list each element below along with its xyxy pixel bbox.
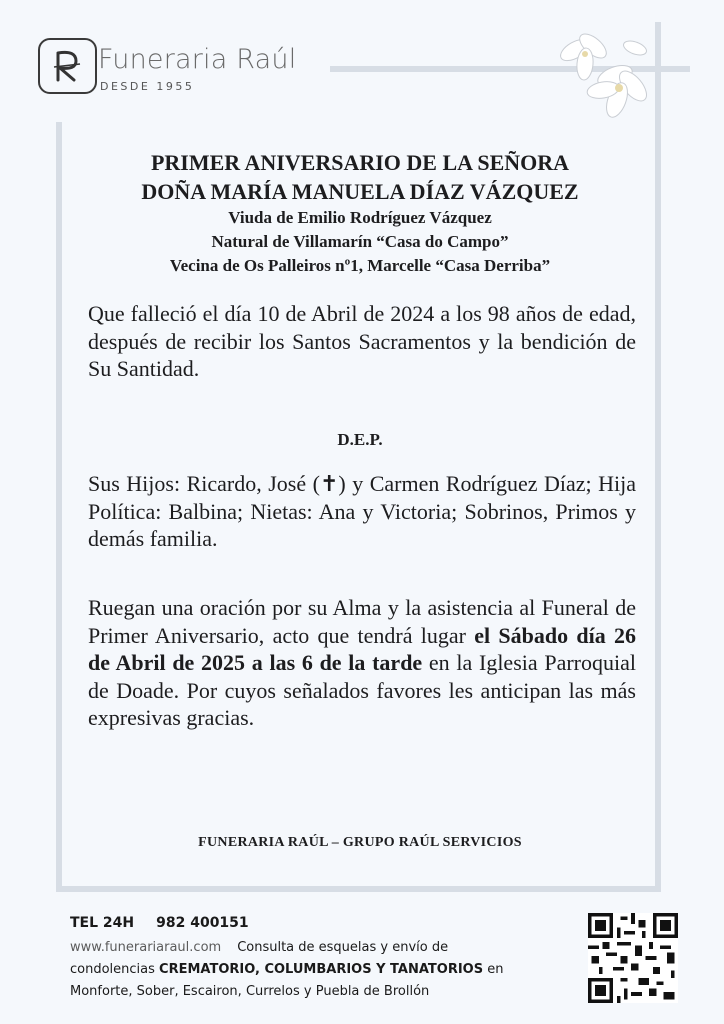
flower-decoration-icon xyxy=(545,28,655,128)
paragraph-ceremony xyxy=(88,594,636,732)
brand-name: Funeraria Raúl xyxy=(98,44,297,75)
paragraph-death: Que falleció el día 10 de Abril de 2024 a los 98 años de edad, después de recibir los Santos Sacramentos y la bendición de Su Santidad. xyxy=(88,301,636,381)
logo-r-icon xyxy=(38,38,97,94)
signature: FUNERARIA RAÚL – GRUPO RAÚL SERVICIOS xyxy=(198,835,522,850)
ceremony-text-a: Ruegan una oración por su Alma y la asistencia al Funeral de Primer Aniversario, acto que tendrá lugar xyxy=(88,595,636,648)
footer-text-1: Consulta de esquelas y envío de xyxy=(237,940,449,955)
subtitle-line-3: Vecina de Os Palleiros nº1, Marcelle “Casa Derriba” xyxy=(169,256,551,275)
footer-line-1 xyxy=(70,940,448,955)
footer-services: CREMATORIO, COLUMBARIOS Y TANATORIOS xyxy=(159,962,484,977)
ceremony-text-b: en la Iglesia Parroquial de Doade. Por cuyos señalados favores les anticipan las más expresivas gracias. xyxy=(88,650,636,730)
title xyxy=(60,148,660,206)
brand-since: DESDE 1955 xyxy=(100,80,195,93)
qr-code-icon[interactable] xyxy=(588,913,678,1003)
title-line-2: DOÑA MARÍA MANUELA DÍAZ VÁZQUEZ xyxy=(141,179,579,204)
phone-number: 982 400151 xyxy=(156,915,249,931)
phone-label: TEL 24H xyxy=(70,915,135,931)
footer-text-2b: en xyxy=(483,962,504,977)
subtitle xyxy=(60,206,660,278)
subtitle-line-2: Natural de Villamarín “Casa do Campo” xyxy=(211,232,509,251)
footer-text-2a: condolencias xyxy=(70,962,160,977)
paragraph-family: Sus Hijos: Ricardo, José (✝) y Carmen Rodríguez Díaz; Hija Política: Balbina; Nietas: Ana y Victoria; Sobrinos, Primos y demás familia. xyxy=(88,471,636,551)
title-line-1: PRIMER ANIVERSARIO DE LA SEÑORA xyxy=(150,150,570,175)
phone-line xyxy=(70,915,271,931)
footer-line-2 xyxy=(70,962,503,977)
ceremony-date: el Sábado día 26 de Abril de 2025 a las 6 de la tarde xyxy=(88,622,636,675)
subtitle-line-1: Viuda de Emilio Rodríguez Vázquez xyxy=(228,208,492,227)
dep-heading: D.E.P. xyxy=(337,430,383,449)
footer-line-3: Monforte, Sober, Escairon, Currelos y Puebla de Brollón xyxy=(70,984,430,999)
website-link[interactable]: www.funerariaraul.com xyxy=(70,940,222,955)
frame-line-bottom xyxy=(56,886,661,892)
